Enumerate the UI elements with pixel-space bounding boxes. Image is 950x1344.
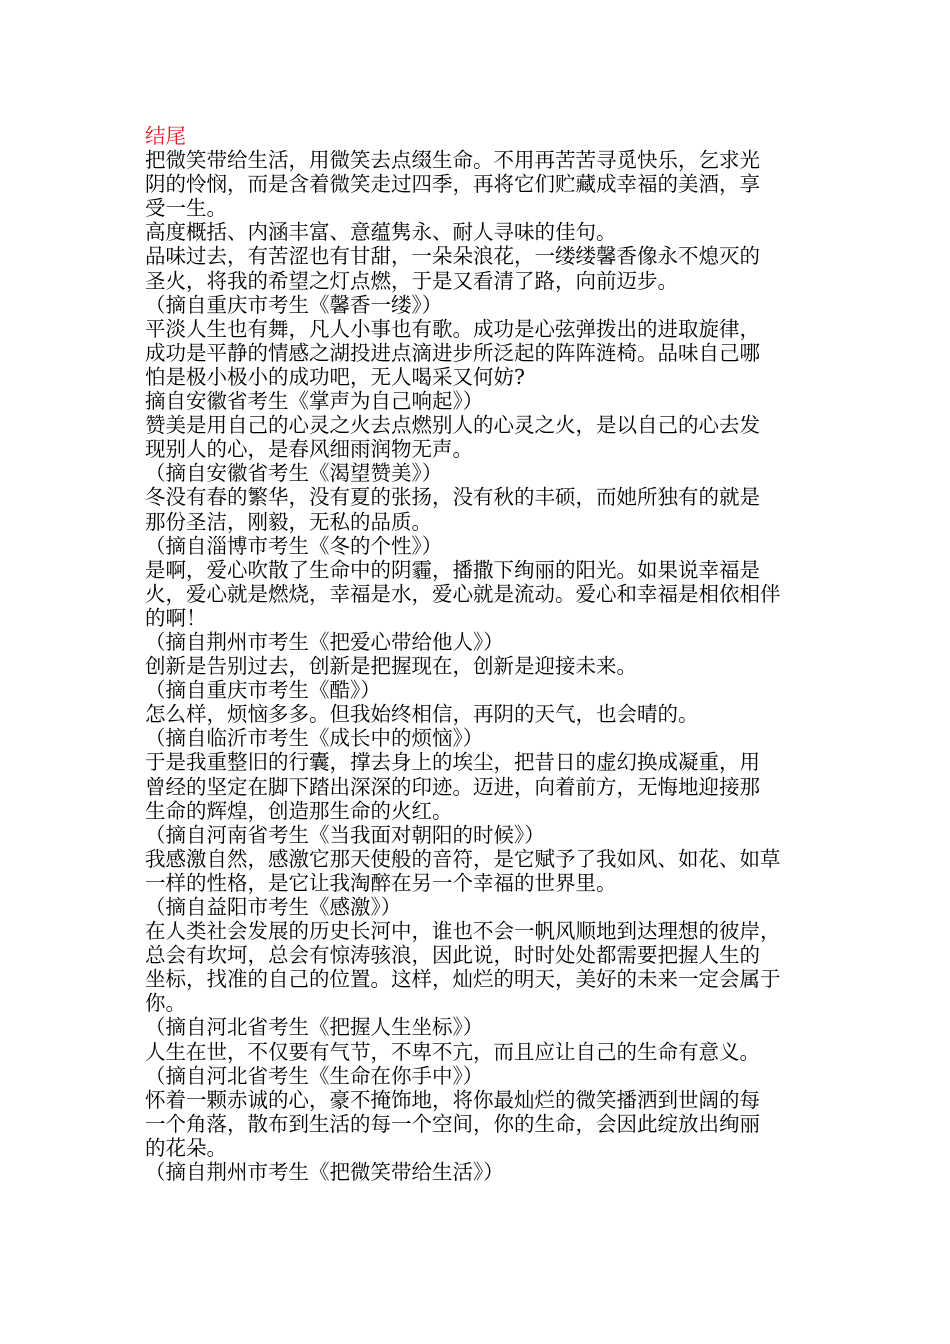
text-line: 那份圣洁，刚毅，无私的品质。	[145, 509, 432, 534]
text-line: 品味过去，有苦涩也有甘甜，一朵朵浪花，一缕缕馨香像永不熄灭的	[145, 244, 760, 269]
text-line: （摘自重庆市考生《馨香一缕》）	[145, 292, 443, 317]
text-line: 摘自安徽省考生《掌声为自己响起》）	[145, 389, 484, 414]
text-line: 现别人的心，是春风细雨润物无声。	[145, 437, 473, 462]
text-line: （摘自重庆市考生《酷》）	[145, 678, 381, 703]
text-line: 受一生。	[145, 196, 227, 221]
text-line: 你。	[145, 991, 186, 1016]
text-line: 火，爱心就是燃烧，幸福是水，爱心就是流动。爱心和幸福是相依相伴	[145, 581, 781, 606]
text-line: 怀着一颗赤诚的心，豪不掩饰地，将你最灿烂的微笑播洒到世阔的每	[145, 1087, 760, 1112]
text-line: （摘自河北省考生《把握人生坐标》）	[145, 1015, 484, 1040]
text-line: 把微笑带给生活，用微笑去点缀生命。不用再苦苦寻觅快乐，乞求光	[145, 148, 760, 173]
text-line: 赞美是用自己的心灵之火去点燃别人的心灵之火，是以自己的心去发	[145, 413, 760, 438]
text-line: 总会有坎坷，总会有惊涛骇浪，因此说，时时处处都需要把握人生的	[145, 943, 760, 968]
text-line: （摘自河北省考生《生命在你手中》）	[145, 1063, 484, 1088]
text-line: 是啊，爱心吹散了生命中的阴霾，播撒下绚丽的阳光。如果说幸福是	[145, 557, 760, 582]
text-line: 圣火，将我的希望之灯点燃，于是又看清了路，向前迈步。	[145, 268, 678, 293]
text-line: （摘自河南省考生《当我面对朝阳的时候》）	[145, 822, 545, 847]
text-line: 于是我重整旧的行囊，撑去身上的埃尘，把昔日的虚幻换成凝重，用	[145, 750, 760, 775]
text-line: （摘自荆州市考生《把微笑带给生活》）	[145, 1160, 504, 1185]
text-line: （摘自临沂市考生《成长中的烦恼》）	[145, 726, 484, 751]
text-line: （摘自益阳市考生《感激》）	[145, 895, 402, 919]
text-line: 一个角落，散布到生活的每一个空间，你的生命，会因此绽放出绚丽	[145, 1111, 760, 1136]
text-line: 平淡人生也有舞，凡人小事也有歌。成功是心弦弹拨出的进取旋律，	[145, 316, 760, 341]
document-body	[145, 148, 815, 1184]
text-line: 高度概括、内涵丰富、意蕴隽永、耐人寻味的佳句。	[145, 220, 617, 245]
text-line: 曾经的坚定在脚下踏出深深的印迹。迈进，向着前方，无悔地迎接那	[145, 774, 760, 799]
text-line: 怎么样，烦恼多多。但我始终相信，再阴的天气，也会晴的。	[145, 702, 699, 727]
text-line: 成功是平静的情感之湖投进点滴进步所泛起的阵阵涟椅。品味自己哪	[145, 340, 760, 365]
document-page	[145, 124, 815, 1184]
text-line: 我感激自然，感激它那天使般的音符，是它赋予了我如风、如花、如草	[145, 846, 781, 871]
text-line: 创新是告别过去，创新是把握现在，创新是迎接未来。	[145, 654, 637, 679]
text-line: 人生在世，不仅要有气节，不卑不亢，而且应让自己的生命有意义。	[145, 1039, 760, 1064]
text-line: 在人类社会发展的历史长河中，谁也不会一帆风顺地到达理想的彼岸，	[145, 919, 781, 944]
text-line: 的啊！	[145, 605, 207, 630]
text-line: 阴的怜悯，而是含着微笑走过四季，再将它们贮藏成幸福的美酒，享	[145, 172, 760, 197]
text-line: 的花朵。	[145, 1135, 227, 1160]
text-line: （摘自安徽省考生《渴望赞美》）	[145, 461, 443, 486]
section-heading: 结尾	[145, 124, 186, 148]
text-line: 怕是极小极小的成功吧，无人喝采又何妨?	[145, 364, 525, 389]
text-line: 坐标，找准的自己的位置。这样，灿烂的明天，美好的未来一定会属于	[145, 967, 781, 992]
text-line: 生命的辉煌，创造那生命的火红。	[145, 798, 453, 823]
text-line: （摘自荆州市考生《把爱心带给他人》）	[145, 629, 504, 654]
text-line: （摘自淄博市考生《冬的个性》）	[145, 533, 443, 558]
text-line: 一样的性格，是它让我淘醉在另一个幸福的世界里。	[145, 870, 617, 895]
text-line: 冬没有春的繁华，没有夏的张扬，没有秋的丰硕，而她所独有的就是	[145, 485, 760, 510]
